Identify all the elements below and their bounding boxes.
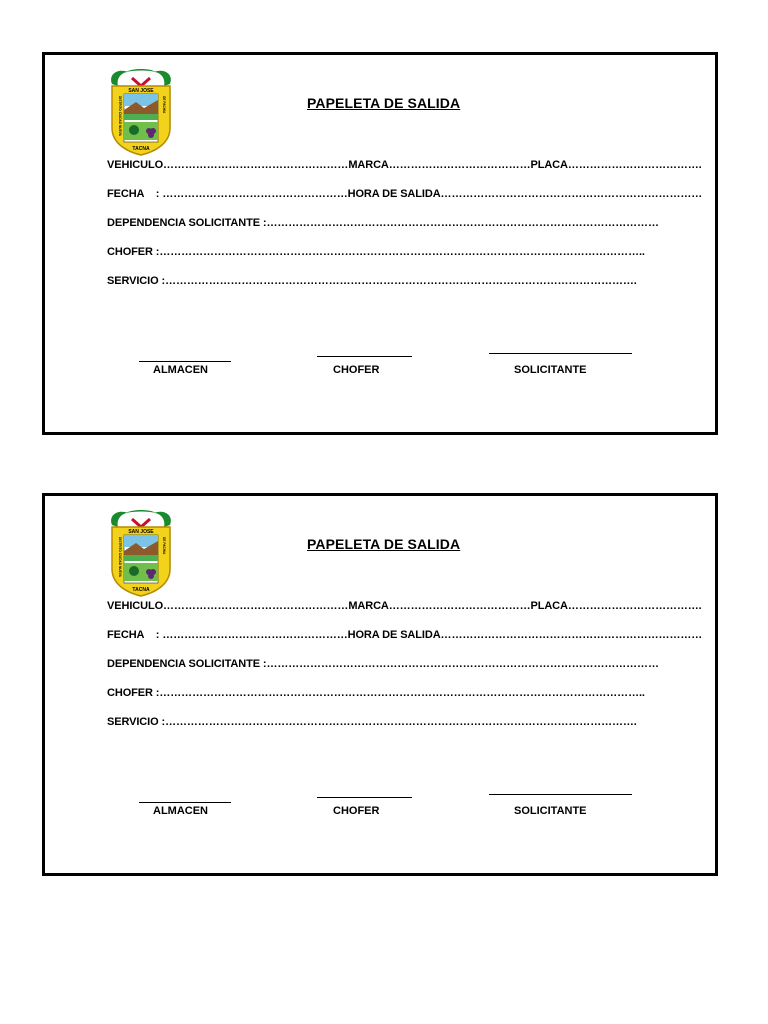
vehicle-brand-plate-field[interactable]: VEHICULO……………………………………………MARCA…………………………………PLACA………………………………. [107, 159, 702, 171]
municipal-coat-of-arms-logo [102, 507, 180, 597]
municipal-coat-of-arms-logo [102, 66, 180, 156]
signature-label-driver: CHOFER [333, 364, 380, 376]
logo-right-text: DE PACHIA [162, 537, 166, 555]
signature-label-warehouse: ALMACEN [153, 805, 208, 817]
signature-line-requester [489, 794, 632, 795]
logo-left-text: DISTRITO CIUDAD NUEVA [118, 96, 122, 136]
form-title: PAPELETA DE SALIDA [307, 95, 461, 111]
signature-label-requester: SOLICITANTE [514, 364, 587, 376]
date-departure-time-field[interactable]: FECHA : ……………………………………………HORA DE SALIDA……………………………………………………………… [107, 629, 703, 641]
signature-label-requester: SOLICITANTE [514, 805, 587, 817]
signature-label-driver: CHOFER [333, 805, 380, 817]
signature-line-driver [317, 356, 412, 357]
logo-right-text: DE PACHIA [162, 96, 166, 114]
driver-field[interactable]: CHOFER :…………………………………………………………………………………………………………………….. [107, 246, 645, 258]
requesting-department-field[interactable]: DEPENDENCIA SOLICITANTE :……………………………………………………………………………………………… [107, 658, 659, 670]
logo-bottom-text: TACNA [132, 587, 150, 593]
exit-slip-form [42, 52, 718, 435]
signature-line-driver [317, 797, 412, 798]
service-field[interactable]: SERVICIO :…………………………………………………………………………………………………………………. [107, 716, 637, 728]
logo-left-text: DISTRITO CIUDAD NUEVA [118, 537, 122, 577]
logo-bottom-text: TACNA [132, 146, 150, 152]
logo-top-text: SAN JOSE [128, 88, 154, 94]
driver-field[interactable]: CHOFER :…………………………………………………………………………………………………………………….. [107, 687, 645, 699]
exit-slip-form [42, 493, 718, 876]
signature-label-warehouse: ALMACEN [153, 364, 208, 376]
signature-line-warehouse [139, 361, 231, 362]
vehicle-brand-plate-field[interactable]: VEHICULO……………………………………………MARCA…………………………………PLACA………………………………. [107, 600, 702, 612]
logo-top-text: SAN JOSE [128, 529, 154, 535]
form-title: PAPELETA DE SALIDA [307, 536, 461, 552]
signature-line-warehouse [139, 802, 231, 803]
requesting-department-field[interactable]: DEPENDENCIA SOLICITANTE :……………………………………………………………………………………………… [107, 217, 659, 229]
service-field[interactable]: SERVICIO :…………………………………………………………………………………………………………………. [107, 275, 637, 287]
signature-line-requester [489, 353, 632, 354]
date-departure-time-field[interactable]: FECHA : ……………………………………………HORA DE SALIDA……………………………………………………………… [107, 188, 703, 200]
